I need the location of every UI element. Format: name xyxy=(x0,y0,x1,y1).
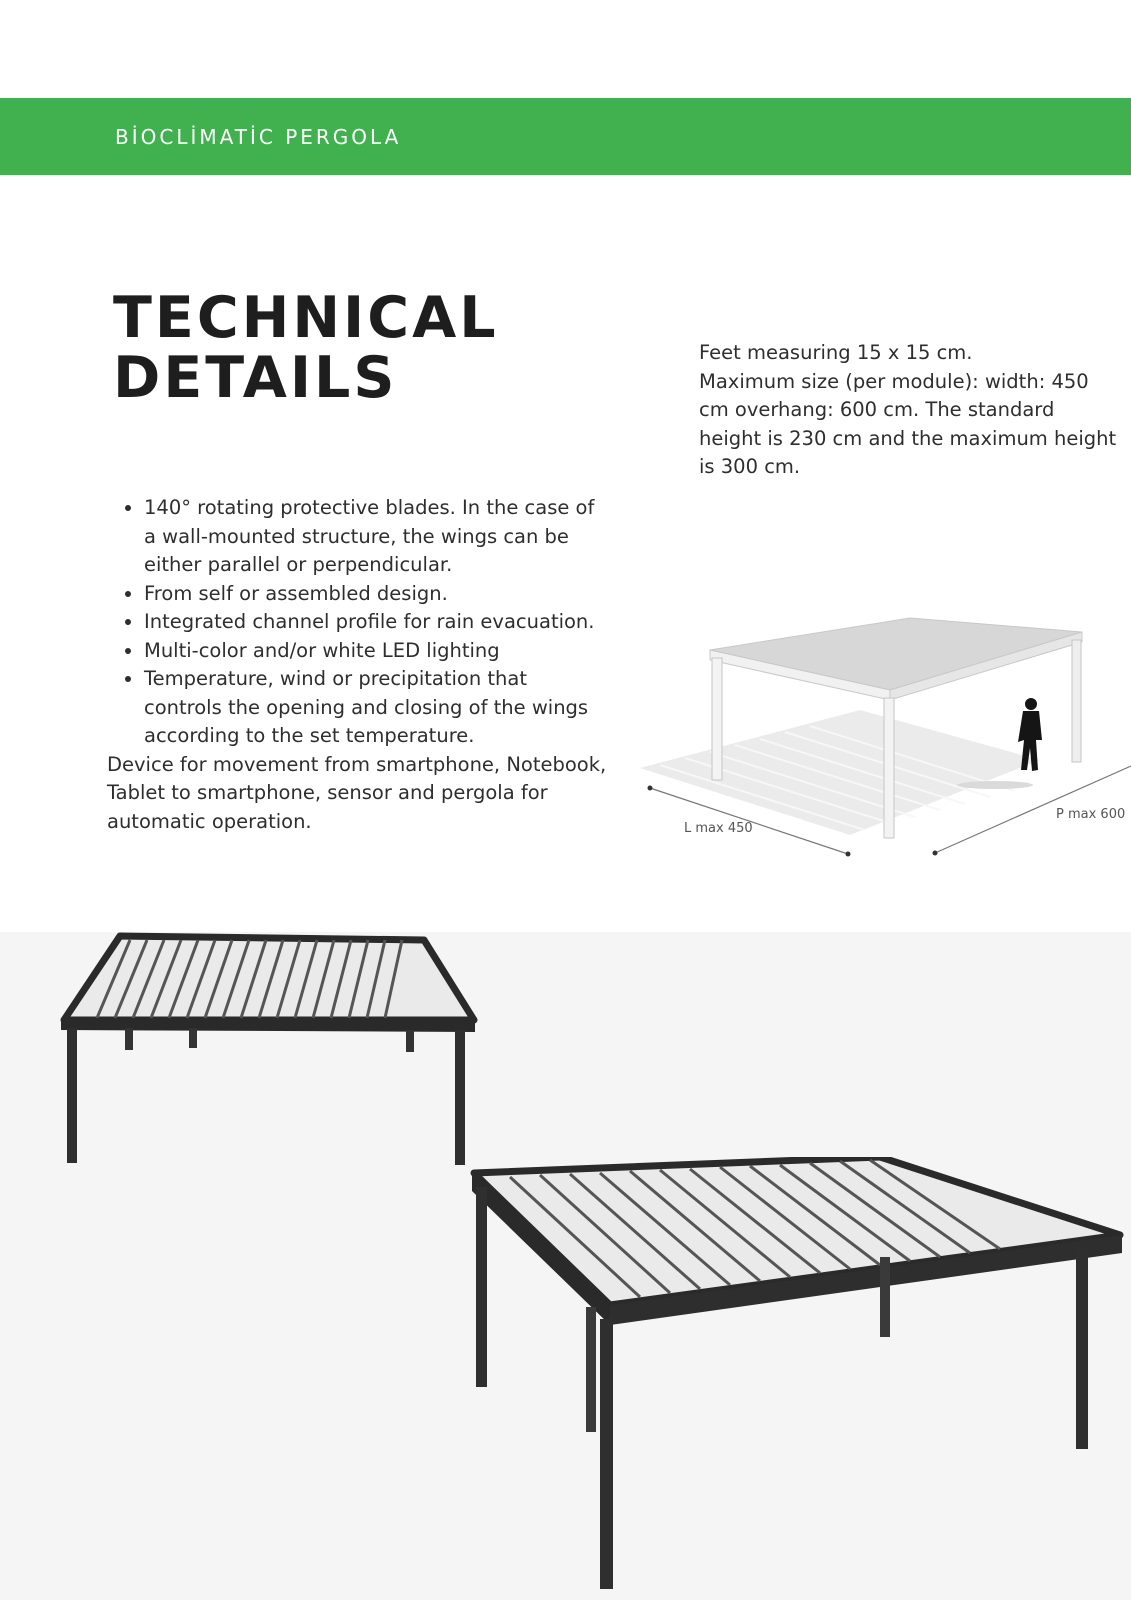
header-banner xyxy=(0,98,1131,175)
device-note: Device for movement from smartphone, Notebook, Tablet to smartphone, sensor and pergola for automatic operation. xyxy=(107,752,607,833)
render-section xyxy=(0,932,1131,1600)
page-title xyxy=(113,285,633,411)
features-block xyxy=(107,494,607,836)
post-1 xyxy=(67,1028,77,1163)
post-5 xyxy=(586,1307,596,1432)
post-back-right xyxy=(1072,640,1081,762)
post-2 xyxy=(600,1319,613,1589)
post-front-right xyxy=(884,698,894,838)
post-4 xyxy=(880,1257,890,1337)
spec-max-size: Maximum size (per module): width: 450 cm overhang: 600 cm. The standard height is 230 cm and the maximum height is 300 cm. xyxy=(699,369,1117,478)
person-shadow xyxy=(957,781,1033,789)
list-item: • Temperature, wind or precipitation that controls the opening and closing of the wings according to the set temperature. xyxy=(144,665,607,751)
banner-title: BİOCLİMATİC PERGOLA xyxy=(115,125,402,149)
post-front-left xyxy=(712,658,722,780)
dark-pergola-render-1 xyxy=(55,932,495,1192)
depth-label: P max 600 xyxy=(1056,807,1126,822)
front-beam xyxy=(61,1018,475,1032)
title-line-1: TECHNICAL xyxy=(113,285,499,351)
spec-feet: Feet measuring 15 x 15 cm. xyxy=(699,341,973,364)
list-item: • 140° rotating protective blades. In the case of a wall-mounted structure, the wings can be either parallel or perpendicular. xyxy=(144,494,607,580)
list-item: • From self or assembled design. xyxy=(144,580,607,609)
list-item: • Integrated channel profile for rain evacuation. xyxy=(144,608,607,637)
feature-list xyxy=(107,494,607,751)
ground-shadow xyxy=(640,710,1040,835)
dark-pergola-render-2 xyxy=(470,1157,1131,1597)
post-5 xyxy=(406,1030,414,1052)
post-1 xyxy=(476,1187,487,1387)
post-4 xyxy=(189,1028,197,1048)
title-line-2: DETAILS xyxy=(113,345,398,411)
post-3 xyxy=(1076,1249,1088,1449)
width-label: L max 450 xyxy=(684,821,753,836)
pergola-dimension-diagram xyxy=(640,600,1131,885)
post-3 xyxy=(125,1028,133,1050)
specs-block xyxy=(699,339,1119,482)
list-item: • Multi-color and/or white LED lighting xyxy=(144,637,607,666)
post-2 xyxy=(455,1030,465,1165)
